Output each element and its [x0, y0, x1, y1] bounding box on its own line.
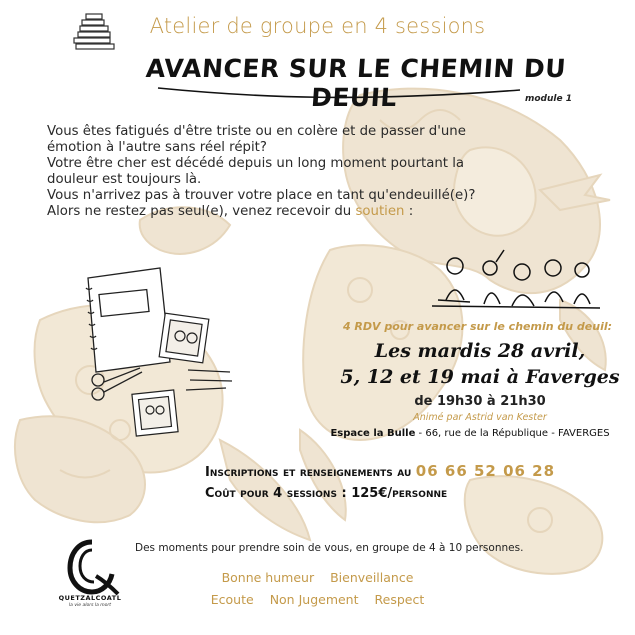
- venue-name: Espace la Bulle: [330, 428, 416, 439]
- subtitle: Atelier de groupe en 4 sessions: [149, 14, 486, 38]
- event-dates-line-2: 5, 12 et 19 mai à Faverges: [340, 366, 620, 388]
- cost-line: Coût pour 4 sessions : 125€/personne: [205, 486, 448, 501]
- value-bonne-humeur: Bonne humeur: [221, 570, 315, 585]
- intro-line-3: Vous n'arrivez pas à trouver votre place en tant qu'endeuillé(e)?: [47, 188, 476, 203]
- intro-line-4-prefix: Alors ne restez pas seul(e), venez recevoir du: [47, 204, 356, 219]
- page-title: AVANCER SUR LE CHEMIN DU DEUIL: [144, 54, 568, 112]
- intro-line-1: Vous êtes fatigués d'être triste ou en colère et de passer d'une émotion à l'autre sans réel répit?: [47, 124, 466, 155]
- intro-line-4: [47, 204, 487, 220]
- value-respect: Respect: [374, 592, 425, 607]
- intro-line-4-suffix: :: [404, 204, 414, 219]
- venue-address: - 66, rue de la République - FAVERGES: [415, 428, 610, 439]
- logo-tagline: la vie alors la mort: [68, 603, 112, 608]
- soutien-highlight: soutien: [355, 204, 405, 219]
- event-hours: de 19h30 à 21h30: [414, 394, 546, 409]
- registration-line: [205, 462, 555, 480]
- intro-line-2: Votre être cher est décédé depuis un long moment pourtant la douleur est toujours là.: [47, 156, 465, 187]
- module-label: module 1: [525, 94, 572, 104]
- registration-label: Inscriptions et renseignements au: [205, 465, 416, 480]
- values-row-2: [0, 592, 635, 607]
- values-row-1: [0, 570, 635, 585]
- notebook-icon: [86, 268, 170, 372]
- animated-by: Animé par Astrid van Kester: [413, 412, 547, 423]
- logo-name: QUETZALCOATL: [58, 594, 122, 602]
- moments-text: Des moments pour prendre soin de vous, en groupe de 4 à 10 personnes.: [135, 542, 524, 554]
- value-bienveillance: Bienveillance: [330, 570, 414, 585]
- phone-number[interactable]: 06 66 52 06 28: [415, 462, 556, 480]
- value-ecoute: Ecoute: [210, 592, 254, 607]
- rdv-label: 4 RDV pour avancer sur le chemin du deuil:: [342, 320, 613, 333]
- intro-text: [47, 124, 487, 220]
- event-dates-line-1: Les mardis 28 avril,: [374, 340, 586, 362]
- event-address: [305, 428, 635, 439]
- value-non-jugement: Non Jugement: [269, 592, 359, 607]
